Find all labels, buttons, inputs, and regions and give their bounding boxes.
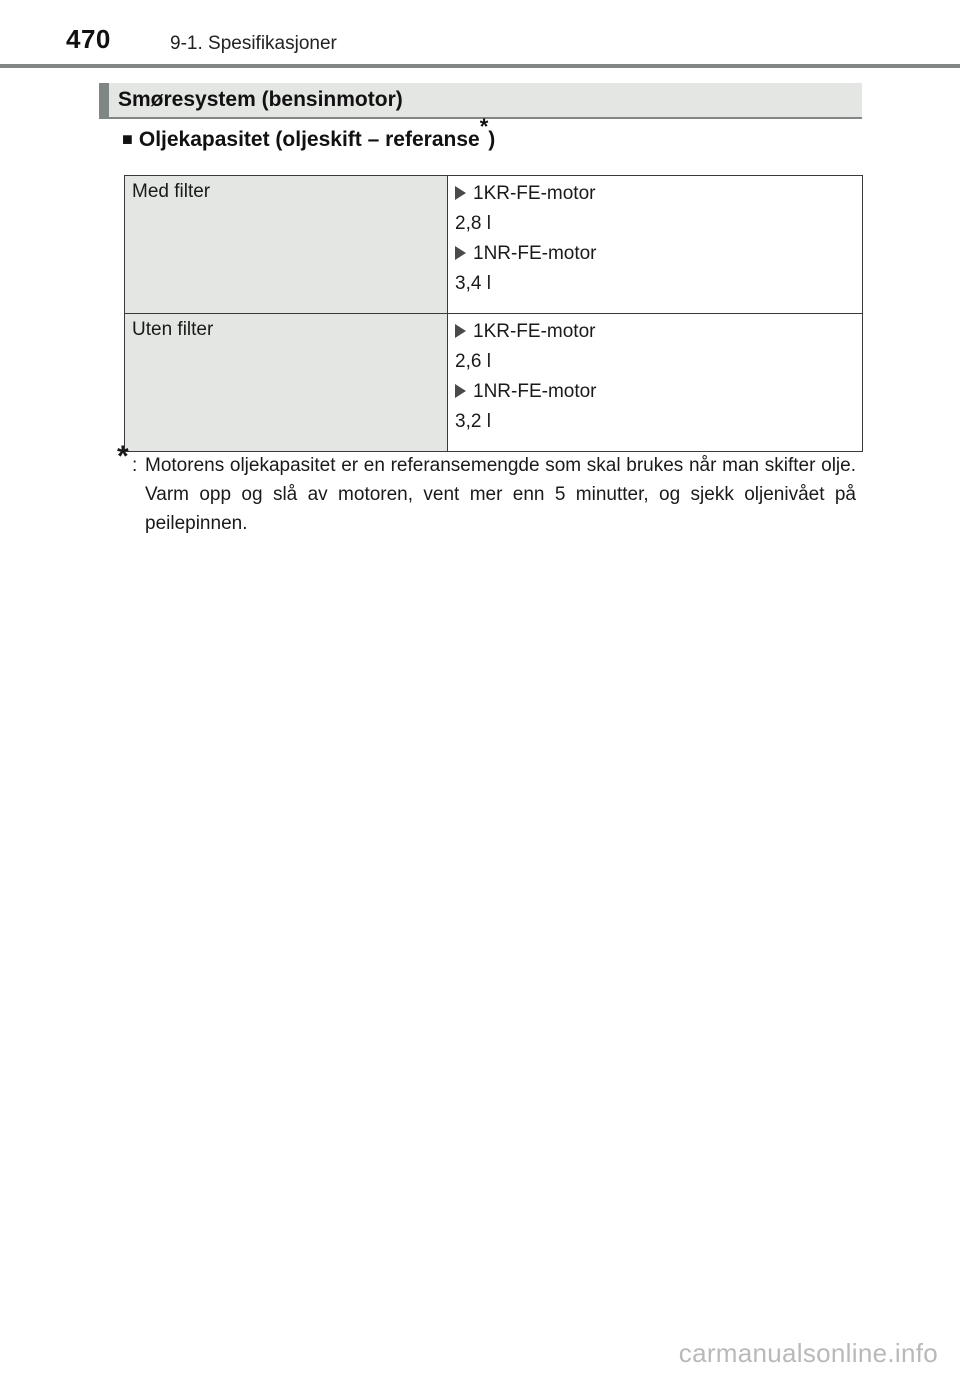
footnote-marker: * [479,114,489,139]
footnote-star: * [117,440,129,473]
oil-volume: 2,8 l [455,213,491,234]
row-values [448,176,863,314]
row-label: Med filter [125,176,448,314]
triangle-bullet-icon [455,324,466,338]
triangle-bullet-icon [455,246,466,260]
table-row [125,176,863,314]
row-label: Uten filter [125,314,448,452]
engine-name: 1NR-FE-motor [473,243,597,264]
oil-volume: 3,2 l [455,411,491,432]
engine-entry [455,241,862,267]
engine-entry [455,379,862,405]
row-values [448,314,863,452]
engine-name: 1NR-FE-motor [473,381,597,402]
page-number: 470 [66,24,111,54]
chapter-title: 9-1. Spesifikasjoner [170,33,337,54]
engine-name: 1KR-FE-motor [473,183,596,204]
table-row [125,314,863,452]
footnote [117,440,856,538]
oil-capacity-table [124,175,863,452]
subheading-close: ) [488,128,496,151]
footnote-text: Motorens oljekapasitet er en referansemengde som skal brukes når man skifter olje. Varm opp og slå av motoren, vent mer enn 5 minutter, og sjekk oljenivået på peilepinnen. [145,455,856,534]
square-bullet-icon: ■ [122,129,133,149]
engine-name: 1KR-FE-motor [473,321,596,342]
header-divider [0,64,960,68]
oil-volume: 3,4 l [455,273,491,294]
subheading [122,114,496,152]
engine-entry [455,181,862,207]
triangle-bullet-icon [455,384,466,398]
footnote-colon: : [132,455,138,476]
engine-entry [455,319,862,345]
section-title: Smøresystem (bensinmotor) [118,88,403,111]
subheading-text: Oljekapasitet (oljeskift – referanse [138,128,480,151]
watermark: carmanualsonline.info [678,1338,938,1368]
oil-volume: 2,6 l [455,351,491,372]
triangle-bullet-icon [455,186,466,200]
